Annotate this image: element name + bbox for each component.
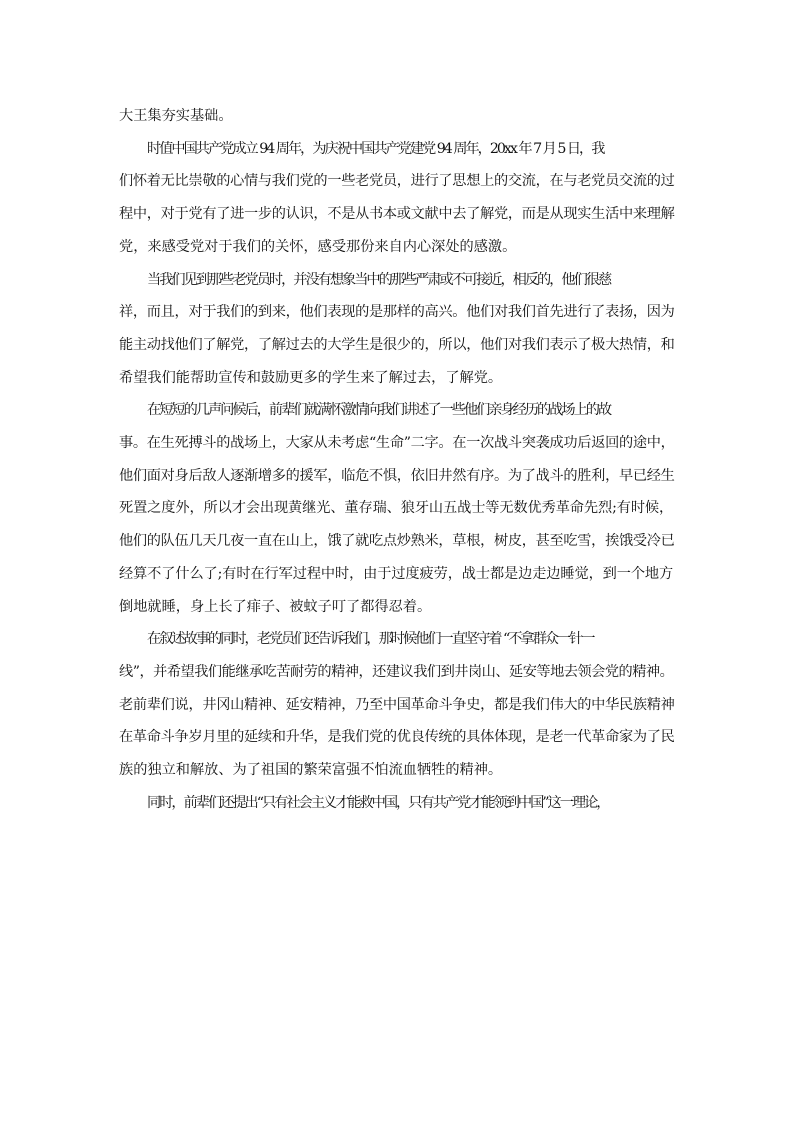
text-line: 党，来感受党对于我们的关怀，感受那份来自内心深处的感激。 bbox=[119, 238, 517, 255]
text-line: 希望我们能帮助宣传和鼓励更多的学生来了解过去，了解党。 bbox=[119, 369, 503, 386]
text-line: 老前辈们说，井冈山精神、延安精神，乃至中国革命斗争史，都是我们伟大的中华民族精神 bbox=[119, 696, 675, 713]
text-line: 祥，而且，对于我们的到来，他们表现的是那样的高兴。他们对我们首先进行了表扬，因为 bbox=[119, 304, 675, 321]
text-line: 经算不了什么了;有时在行军过程中时，由于过度疲劳，战士都是边走边睡觉，到一个地方 bbox=[119, 565, 674, 582]
paragraph-2 bbox=[119, 133, 675, 264]
text-line: 能主动找他们了解党，了解过去的大学生是很少的，所以，他们对我们表示了极大热情，和 bbox=[119, 336, 675, 353]
paragraph-3 bbox=[119, 264, 675, 395]
paragraph-5 bbox=[119, 623, 675, 787]
text-line: 族的独立和解放、为了祖国的繁荣富强不怕流血牺牲的精神。 bbox=[119, 762, 503, 779]
text-line: 他们的队伍几天几夜一直在山上，饿了就吃点炒熟米，草根，树皮，甚至吃雪，挨饿受冷已 bbox=[119, 533, 675, 550]
text-line: 他们面对身后敌人逐渐增多的援军，临危不惧，依旧井然有序。为了战斗的胜利，早已经生 bbox=[119, 467, 675, 484]
text-line: 死置之度外，所以才会出现黄继光、董存瑞、狼牙山五战士等无数优秀革命先烈;有时候， bbox=[119, 500, 674, 517]
text-line: 程中，对于党有了进一步的认识，不是从书本或文献中去了解党，而是从现实生活中来理解 bbox=[119, 206, 675, 223]
text-line: 在叙述故事的同时，老党员们还告诉我们，那时候他们一直坚守着 “不拿群众一针一 bbox=[147, 631, 594, 648]
text-line: 在短短的几声问候后，前辈们就满怀激情向我们讲述了一些他们亲身经历的战场上的故 bbox=[147, 402, 611, 419]
text-line: 线”，并希望我们能继承吃苦耐劳的精神，还建议我们到井岗山、延安等地去领会党的精神。 bbox=[119, 663, 674, 680]
text-line: 当我们见到那些老党员时，并没有想象当中的那些严肃或不可接近，相反的，他们很慈 bbox=[147, 271, 611, 288]
text-line: 倒地就睡，身上长了痱子、被蚊子叮了都得忍着。 bbox=[119, 598, 432, 615]
paragraph-6 bbox=[119, 787, 675, 820]
text-line: 同时，前辈们还提出“只有社会主义才能救中国，只有共产党才能领到中国”这一理论， bbox=[147, 794, 609, 811]
text-line: 时值中国共产党成立 94 周年，为庆祝中国共产党建党 94 周年，20xx 年 7 月 5 日，我 bbox=[147, 140, 604, 157]
text-line: 们怀着无比崇敬的心情与我们党的一些老党员，进行了思想上的交流，在与老党员交流的过 bbox=[119, 173, 675, 190]
text-line: 在革命斗争岁月里的延续和升华，是我们党的优良传统的具体体现，是老一代革命家为了民 bbox=[119, 729, 675, 746]
document-body bbox=[119, 100, 675, 819]
text-line: 事。在生死搏斗的战场上，大家从未考虑“生命”二字。在一次战斗突袭成功后返回的途中， bbox=[119, 435, 675, 452]
text-line: 大王集夯实基础。 bbox=[119, 108, 233, 124]
paragraph-4 bbox=[119, 394, 675, 623]
paragraph-1 bbox=[119, 100, 675, 133]
